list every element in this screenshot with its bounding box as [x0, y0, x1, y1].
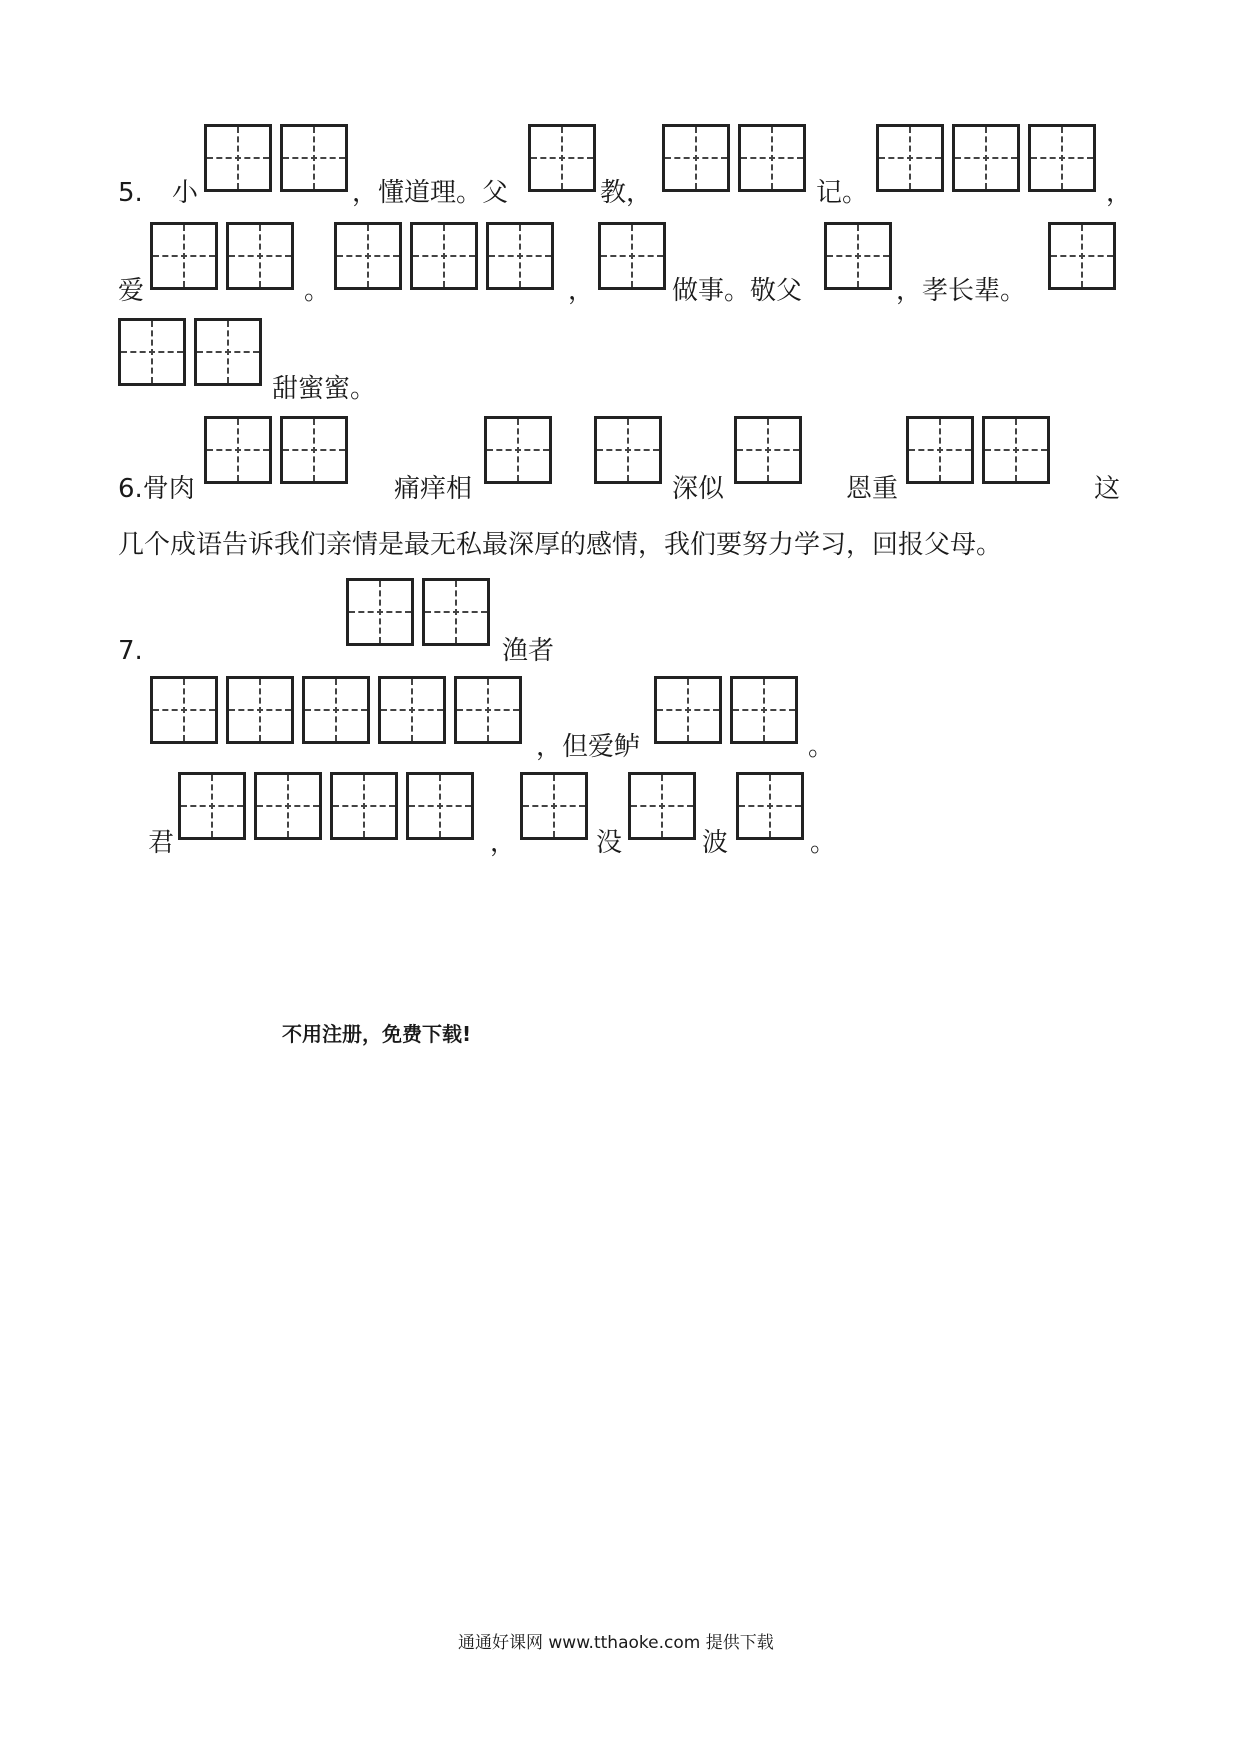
answer-box[interactable] — [736, 772, 804, 840]
q7-text: 。 — [808, 732, 835, 762]
answer-boxes — [150, 222, 294, 290]
page-footer: 通通好课网 www.tthaoke.com 提供下载 — [458, 1633, 774, 1653]
q5-text: 教， — [600, 178, 653, 208]
answer-box[interactable] — [254, 772, 322, 840]
answer-box[interactable] — [734, 416, 802, 484]
answer-boxes — [736, 772, 804, 840]
answer-box[interactable] — [654, 676, 722, 744]
answer-boxes — [118, 318, 262, 386]
q6-text: 深似 — [672, 474, 725, 504]
answer-boxes — [528, 124, 596, 192]
q6-text: 恩重 — [846, 474, 899, 504]
q5-text: ，懂道理。父 — [352, 178, 509, 208]
answer-box[interactable] — [824, 222, 892, 290]
q7-text: ，但爱鲈 — [536, 732, 641, 762]
answer-box[interactable] — [410, 222, 478, 290]
q7-text: 。 — [810, 828, 837, 858]
q5-text: ，孝长辈。 — [896, 276, 1027, 306]
q6-text: 6.骨肉 — [118, 474, 195, 504]
answer-box[interactable] — [628, 772, 696, 840]
answer-box[interactable] — [178, 772, 246, 840]
answer-box[interactable] — [486, 222, 554, 290]
answer-box[interactable] — [876, 124, 944, 192]
q7-text: 波 — [702, 828, 729, 858]
answer-boxes — [178, 772, 474, 840]
answer-box[interactable] — [226, 222, 294, 290]
answer-box[interactable] — [952, 124, 1020, 192]
q5-text: 。 — [304, 276, 331, 306]
answer-boxes — [598, 222, 666, 290]
answer-box[interactable] — [118, 318, 186, 386]
answer-box[interactable] — [484, 416, 552, 484]
answer-box[interactable] — [598, 222, 666, 290]
download-note: 不用注册，免费下载! — [282, 1022, 472, 1046]
answer-boxes — [824, 222, 892, 290]
answer-box[interactable] — [334, 222, 402, 290]
answer-box[interactable] — [204, 416, 272, 484]
answer-box[interactable] — [150, 222, 218, 290]
q6-text: 痛痒相 — [394, 474, 473, 504]
answer-box[interactable] — [528, 124, 596, 192]
answer-box[interactable] — [662, 124, 730, 192]
q5-text: 小 — [172, 178, 199, 208]
answer-box[interactable] — [422, 578, 490, 646]
answer-boxes — [1048, 222, 1116, 290]
q7-text: 没 — [596, 828, 623, 858]
q5-text: 甜蜜蜜。 — [272, 374, 377, 404]
answer-box[interactable] — [594, 416, 662, 484]
answer-box[interactable] — [378, 676, 446, 744]
answer-boxes — [594, 416, 662, 484]
answer-boxes — [204, 416, 348, 484]
answer-box[interactable] — [730, 676, 798, 744]
answer-box[interactable] — [406, 772, 474, 840]
q5-text: 爱 — [118, 276, 145, 306]
answer-box[interactable] — [738, 124, 806, 192]
q5-number: 5. — [118, 178, 143, 208]
answer-box[interactable] — [280, 124, 348, 192]
answer-box[interactable] — [1028, 124, 1096, 192]
answer-box[interactable] — [226, 676, 294, 744]
q6-text: 几个成语告诉我们亲情是最无私最深厚的感情，我们要努力学习，回报父母。 — [118, 530, 1003, 560]
answer-boxes — [628, 772, 696, 840]
answer-box[interactable] — [982, 416, 1050, 484]
answer-box[interactable] — [1048, 222, 1116, 290]
q5-text: 记。 — [816, 178, 869, 208]
answer-boxes — [484, 416, 552, 484]
answer-boxes — [906, 416, 1050, 484]
answer-box[interactable] — [346, 578, 414, 646]
answer-boxes — [204, 124, 348, 192]
answer-boxes — [654, 676, 798, 744]
q5-text: ， — [568, 276, 595, 306]
answer-boxes — [520, 772, 588, 840]
answer-box[interactable] — [302, 676, 370, 744]
answer-boxes — [662, 124, 806, 192]
answer-box[interactable] — [330, 772, 398, 840]
q5-text: 做事。敬父 — [672, 276, 803, 306]
q7-text: 君 — [148, 828, 175, 858]
answer-box[interactable] — [204, 124, 272, 192]
answer-box[interactable] — [194, 318, 262, 386]
answer-boxes — [334, 222, 554, 290]
answer-boxes — [150, 676, 522, 744]
q7-number: 7. — [118, 636, 143, 666]
q7-text: ， — [490, 828, 517, 858]
q5-text: ， — [1106, 178, 1133, 208]
q7-text: 渔者 — [502, 636, 555, 666]
answer-box[interactable] — [454, 676, 522, 744]
q6-text: 这 — [1094, 474, 1121, 504]
answer-boxes — [734, 416, 802, 484]
answer-boxes — [876, 124, 1096, 192]
answer-box[interactable] — [150, 676, 218, 744]
answer-boxes — [346, 578, 490, 646]
answer-box[interactable] — [906, 416, 974, 484]
answer-box[interactable] — [280, 416, 348, 484]
answer-box[interactable] — [520, 772, 588, 840]
